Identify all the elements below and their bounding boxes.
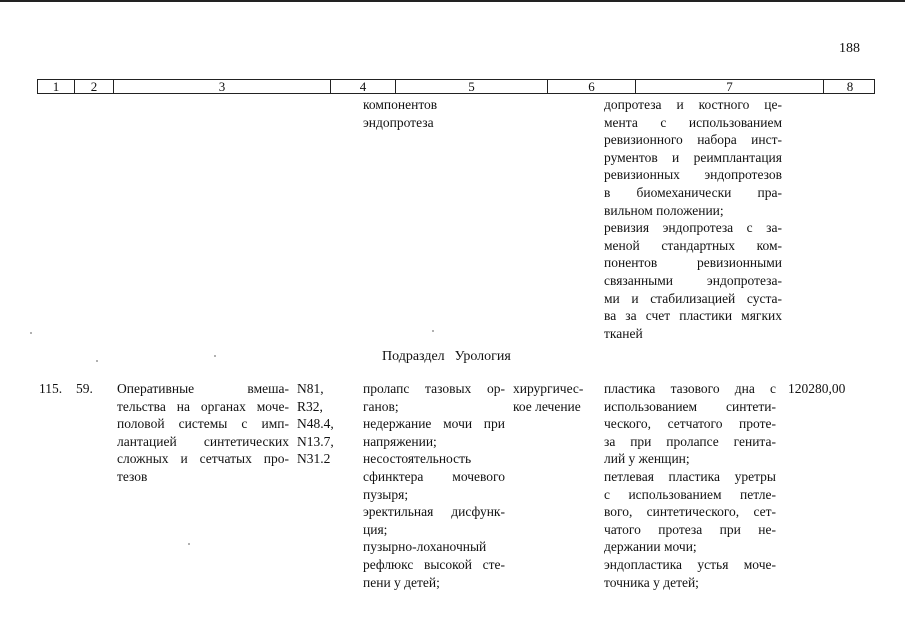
text-line: лантацией синтетических — [117, 433, 289, 449]
text-line: ревизионного набора инст- — [604, 132, 782, 148]
text-line: ция; — [363, 521, 388, 537]
icd-code: R32, — [297, 398, 323, 414]
header-cell-3: 3 — [114, 80, 331, 93]
text-line: ревизия эндопротеза с за- — [604, 220, 782, 236]
header-cell-4: 4 — [331, 80, 396, 93]
header-cell-7: 7 — [636, 80, 824, 93]
text-line: ганов; — [363, 398, 399, 414]
text-line: тканей — [604, 325, 643, 341]
text-line: сложных и сетчатых про- — [117, 451, 289, 467]
text-line: тельства на органах моче- — [117, 398, 289, 414]
text-line: эректильная дисфунк- — [363, 504, 505, 520]
text-line: несостоятельность — [363, 451, 472, 467]
text-line: допротеза и костного це- — [604, 97, 782, 112]
text-line: держании мочи; — [604, 539, 697, 555]
scan-speck — [214, 355, 216, 357]
text-line: недержание мочи при — [363, 416, 505, 432]
text-line: пузыря; — [363, 486, 409, 502]
text-line: вильном положении; — [604, 202, 724, 218]
text-line: тезов — [117, 468, 148, 484]
scan-speck — [432, 330, 434, 332]
text-line: ревизионных эндопротезов — [604, 167, 782, 183]
text-line: хирургичес- — [513, 381, 584, 396]
icd-code: N81, — [297, 381, 324, 396]
text-line: мента с использованием — [604, 114, 782, 130]
row-treatment-method — [604, 380, 776, 591]
text-line: рефлюкс высокой сте- — [363, 556, 505, 572]
text-line: Оперативные вмеша- — [117, 381, 289, 396]
text-line: в биомеханически пра- — [604, 184, 782, 200]
subsection-label: Подраздел — [382, 349, 445, 364]
table-header-row — [37, 79, 875, 94]
text-line: пузырно-лоханочный — [363, 539, 487, 555]
text-line: пени у детей; — [363, 574, 440, 590]
text-line: напряжении; — [363, 433, 437, 449]
header-cell-6: 6 — [548, 80, 636, 93]
icd-code: N31.2 — [297, 451, 331, 467]
top-border-rule — [0, 0, 905, 2]
continued-row-col7 — [604, 96, 782, 342]
text-line: ва за счет пластики мягких — [604, 308, 782, 324]
text-line: половой системы с имп- — [117, 416, 289, 432]
continued-row-col5: компонентов эндопротеза — [363, 97, 438, 130]
header-cell-2: 2 — [75, 80, 114, 93]
text-line: вого, синтетического, сет- — [604, 504, 776, 520]
text-line: эндопластика устья моче- — [604, 556, 776, 572]
text-line: связанными эндопротеза- — [604, 272, 782, 288]
row-treatment-type — [513, 380, 597, 415]
row-icd-codes — [297, 380, 355, 468]
text-line: ми и стабилизацией суста- — [604, 290, 782, 306]
text-line: рументов и реимплантация — [604, 149, 782, 165]
row-cost: 120280,00 — [788, 381, 846, 396]
row-group-number: 59. — [76, 381, 93, 396]
subsection-name: Урология — [454, 349, 511, 364]
text-line: пластика тазового дна с — [604, 381, 776, 396]
header-cell-5: 5 — [396, 80, 548, 93]
text-line: с использованием петле- — [604, 486, 776, 502]
text-line: точника у детей; — [604, 574, 699, 590]
text-line: за при пролапсе генита- — [604, 433, 776, 449]
text-line: петлевая пластика уретры — [604, 468, 776, 484]
text-line: сфинктера мочевого — [363, 468, 505, 484]
text-line: чатого протеза при не- — [604, 521, 776, 537]
text-line: пролапс тазовых ор- — [363, 381, 505, 396]
row-patient-model — [363, 380, 505, 591]
icd-code: N13.7, — [297, 433, 334, 449]
text-line: ческого, сетчатого проте- — [604, 416, 776, 432]
text-line: кое лечение — [513, 398, 581, 414]
text-line: использованием синтети- — [604, 398, 776, 414]
scan-speck — [188, 543, 190, 545]
text-line: меной стандартных ком- — [604, 237, 782, 253]
text-line: понентов ревизионными — [604, 255, 782, 271]
header-cell-1: 1 — [38, 80, 75, 93]
row-treatment-group — [117, 380, 289, 486]
scan-speck — [96, 360, 98, 362]
page-number: 188 — [839, 41, 860, 56]
row-number: 115. — [39, 381, 63, 396]
subsection-heading — [382, 349, 511, 365]
scan-speck — [30, 332, 32, 334]
icd-code: N48.4, — [297, 416, 334, 432]
text-line: лий у женщин; — [604, 451, 690, 467]
header-cell-8: 8 — [846, 78, 854, 94]
